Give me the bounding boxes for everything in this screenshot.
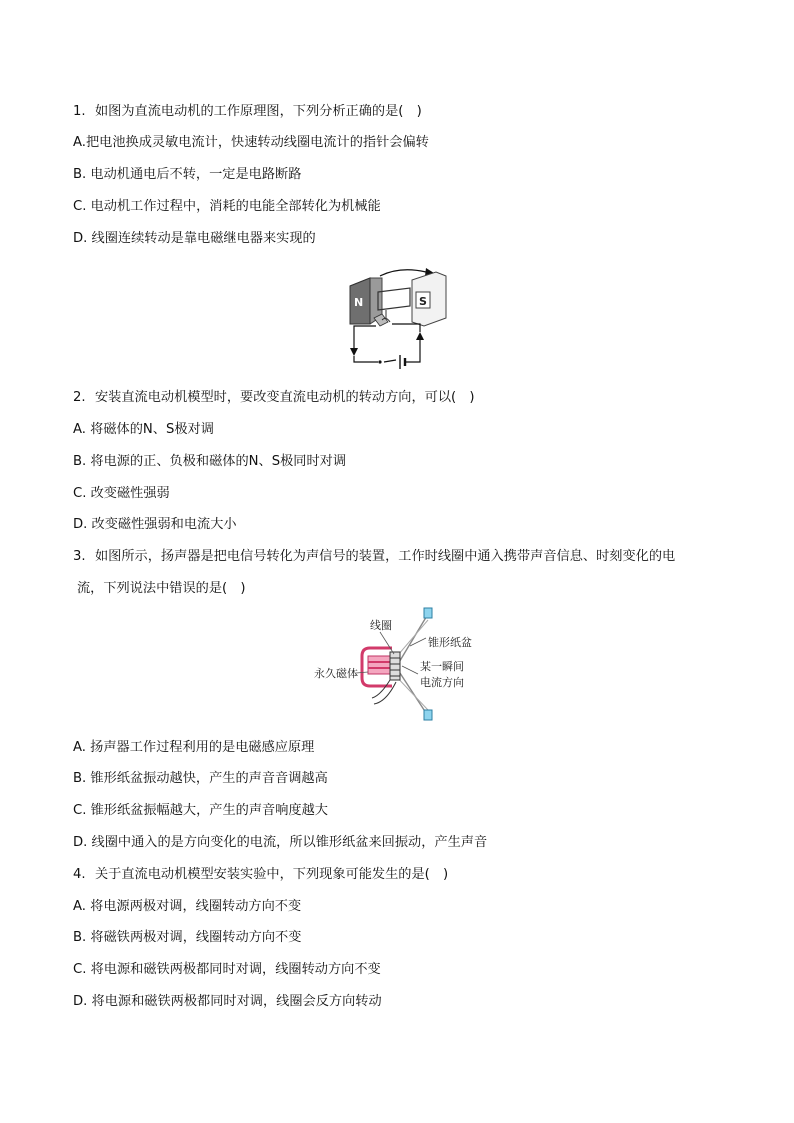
q2-option-c: C. 改变磁性强弱 — [73, 486, 170, 501]
q1-option-c: C. 电动机工作过程中，消耗的电能全部转化为机械能 — [73, 199, 381, 214]
q4-option-c: C. 将电源和磁铁两极都同时对调，线圈转动方向不变 — [73, 962, 381, 977]
current-label-2: 电流方向 — [420, 676, 464, 689]
q1-option-a: A.把电池换成灵敏电流计，快速转动线圈电流计的指针会偏转 — [73, 135, 429, 150]
q4-option-a: A. 将电源两极对调，线圈转动方向不变 — [73, 899, 302, 914]
q2-option-d: D. 改变磁性强弱和电流大小 — [73, 517, 237, 532]
q3-option-b: B. 锥形纸盆振动越快，产生的声音音调越高 — [73, 771, 328, 786]
q4-stem-text: 关于直流电动机模型安装实验中，下列现象可能发生的是( ) — [95, 867, 449, 882]
speaker-diagram — [310, 606, 490, 724]
s-pole-label: S — [419, 295, 427, 308]
q2-number: 2. — [73, 390, 86, 405]
q4-stem — [73, 866, 448, 884]
motor-diagram — [340, 262, 450, 374]
q3-number: 3. — [73, 549, 86, 564]
q3-option-a: A. 扬声器工作过程利用的是电磁感应原理 — [73, 740, 315, 755]
q1-number: 1. — [73, 104, 86, 119]
n-pole-label: N — [354, 296, 364, 309]
q1-option-b: B. 电动机通电后不转，一定是电路断路 — [73, 167, 302, 182]
q2-stem-text: 安装直流电动机模型时，要改变直流电动机的转动方向，可以( ) — [95, 390, 475, 405]
q3-stem-line1 — [73, 548, 675, 566]
magnet-label: 永久磁体 — [314, 667, 358, 680]
q3-stem-line2: 流，下列说法中错误的是( ) — [77, 581, 246, 596]
q1-stem-text: 如图为直流电动机的工作原理图，下列分析正确的是( ) — [95, 104, 422, 119]
q2-option-a: A. 将磁体的N、S极对调 — [73, 422, 214, 437]
q1-stem — [73, 103, 422, 121]
q1-option-d: D. 线圈连续转动是靠电磁继电器来实现的 — [73, 231, 316, 246]
q3-option-d: D. 线圈中通入的是方向变化的电流，所以锥形纸盆来回振动，产生声音 — [73, 835, 488, 850]
q4-option-d: D. 将电源和磁铁两极都同时对调，线圈会反方向转动 — [73, 994, 382, 1009]
current-label-1: 某一瞬间 — [420, 660, 464, 673]
q4-number: 4. — [73, 867, 86, 882]
cone-label: 锥形纸盆 — [428, 636, 472, 649]
q2-option-b: B. 将电源的正、负极和磁体的N、S极同时对调 — [73, 454, 347, 469]
q4-option-b: B. 将磁铁两极对调，线圈转动方向不变 — [73, 930, 302, 945]
q3-stem-text-1: 如图所示，扬声器是把电信号转化为声信号的装置，工作时线圈中通入携带声音信息、时刻变化的电 — [95, 549, 676, 564]
q3-option-c: C. 锥形纸盆振幅越大，产生的声音响度越大 — [73, 803, 328, 818]
q2-stem — [73, 389, 475, 407]
coil-label: 线圈 — [370, 619, 392, 632]
